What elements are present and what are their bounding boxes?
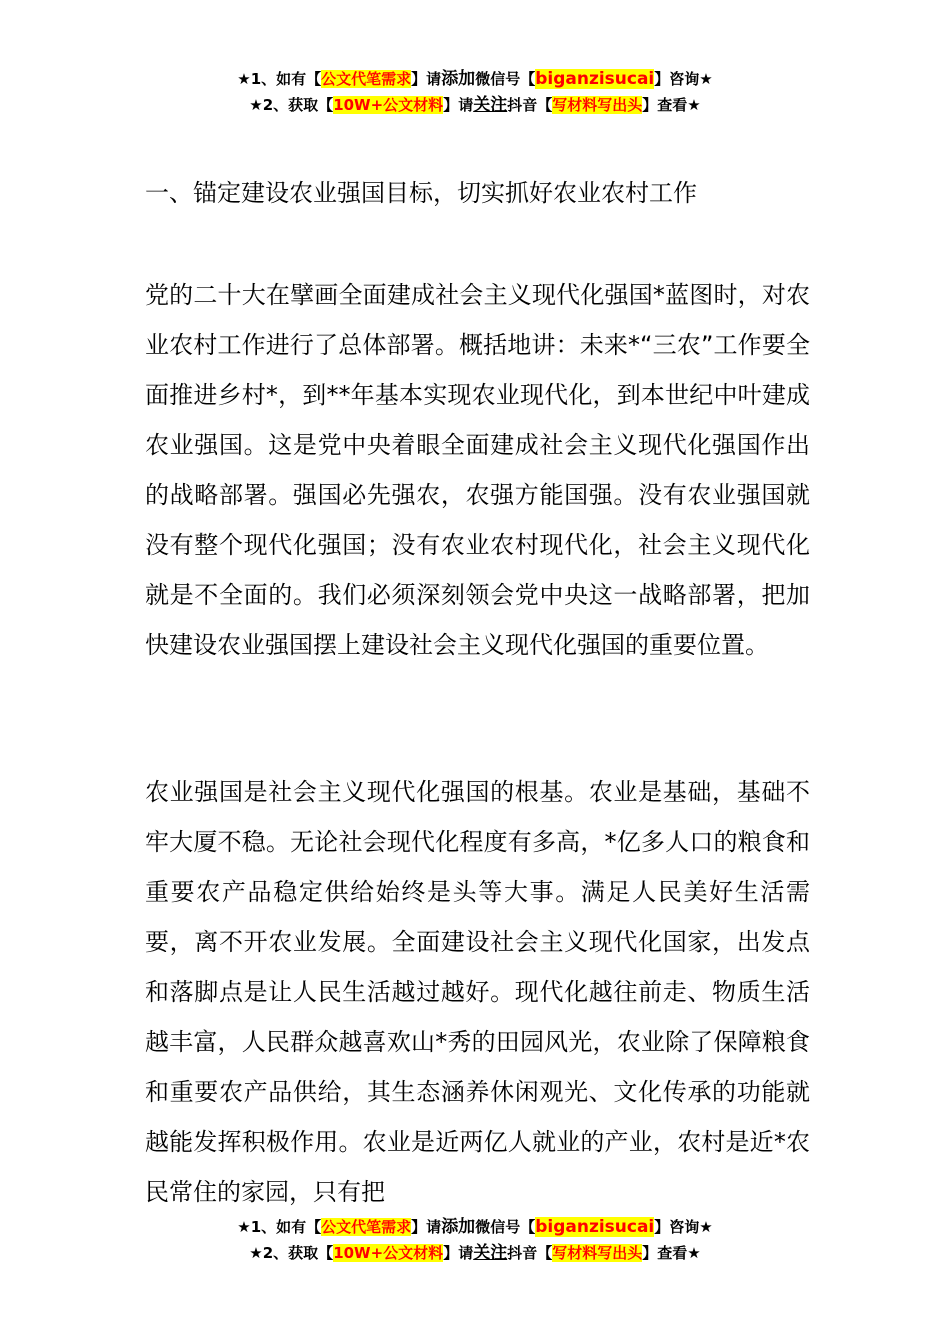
banner-text: ★1、如有【 (237, 1218, 322, 1236)
banner-emphasis: 关注 (473, 95, 508, 115)
banner-text: 】请 (443, 96, 474, 114)
bottom-banner (0, 1214, 950, 1266)
banner-line-1 (0, 1214, 950, 1240)
top-banner (0, 66, 950, 118)
banner-text: 微信号【 (475, 70, 536, 88)
highlight-text: 10W+公文材料 (333, 96, 444, 114)
paragraph-1 (145, 270, 810, 670)
wechat-id: biganzisucai (535, 1217, 655, 1237)
banner-line-2 (0, 1240, 950, 1266)
douyin-id: 写材料写出头 (552, 96, 643, 114)
douyin-id: 写材料写出头 (552, 1244, 643, 1262)
highlight-text: 公文代笔需求 (321, 1218, 412, 1236)
banner-emphasis: 关注 (473, 1243, 508, 1263)
banner-text: 】请 (411, 1218, 442, 1236)
banner-text: 】请 (443, 1244, 474, 1262)
section-heading: 一、锚定建设农业强国目标，切实抓好农业农村工作 (145, 179, 697, 207)
banner-text: 】咨询★ (654, 1218, 713, 1236)
banner-text: ★1、如有【 (237, 70, 322, 88)
banner-line-1 (0, 66, 950, 92)
banner-text: 】查看★ (642, 96, 701, 114)
banner-emphasis: 添加 (441, 1217, 476, 1237)
banner-text: 微信号【 (475, 1218, 536, 1236)
paragraph-text: 农业强国是社会主义现代化强国的根基。农业是基础，基础不牢大厦不稳。无论社会现代化程度有多高，*亿多人口的粮食和重要农产品稳定供给始终是头等大事。满足人民美好生活需要，离不开农业发展。全面建设社会主义现代化国家，出发点和落脚点是让人民生活越过越好。现代化越往前走、物质生活越丰富，人民群众越喜欢山*秀的田园风光，农业除了保障粮食和重要农产品供给，其生态涵养休闲观光、文化传承的功能就越能发挥积极作用。农业是近两亿人就业的产业，农村是近*农民常住的家园，只有把 (145, 778, 810, 1206)
banner-text: 抖音【 (507, 1244, 553, 1262)
banner-text: ★2、获取【 (249, 96, 334, 114)
wechat-id: biganzisucai (535, 69, 655, 89)
banner-text: ★2、获取【 (249, 1244, 334, 1262)
banner-text: 抖音【 (507, 96, 553, 114)
banner-emphasis: 添加 (441, 69, 476, 89)
highlight-text: 公文代笔需求 (321, 70, 412, 88)
paragraph-2 (145, 767, 810, 1217)
paragraph-text: 党的二十大在擘画全面建成社会主义现代化强国*蓝图时，对农业农村工作进行了总体部署。概括地讲：未来*“三农”工作要全面推进乡村*，到**年基本实现农业现代化，到本世纪中叶建成农业强国。这是党中央着眼全面建成社会主义现代化强国作出的战略部署。强国必先强农，农强方能国强。没有农业强国就没有整个现代化强国；没有农业农村现代化，社会主义现代化就是不全面的。我们必须深刻领会党中央这一战略部署，把加快建设农业强国摆上建设社会主义现代化强国的重要位置。 (145, 281, 810, 659)
banner-text: 】查看★ (642, 1244, 701, 1262)
banner-text: 】咨询★ (654, 70, 713, 88)
highlight-text: 10W+公文材料 (333, 1244, 444, 1262)
banner-line-2 (0, 92, 950, 118)
banner-text: 】请 (411, 70, 442, 88)
